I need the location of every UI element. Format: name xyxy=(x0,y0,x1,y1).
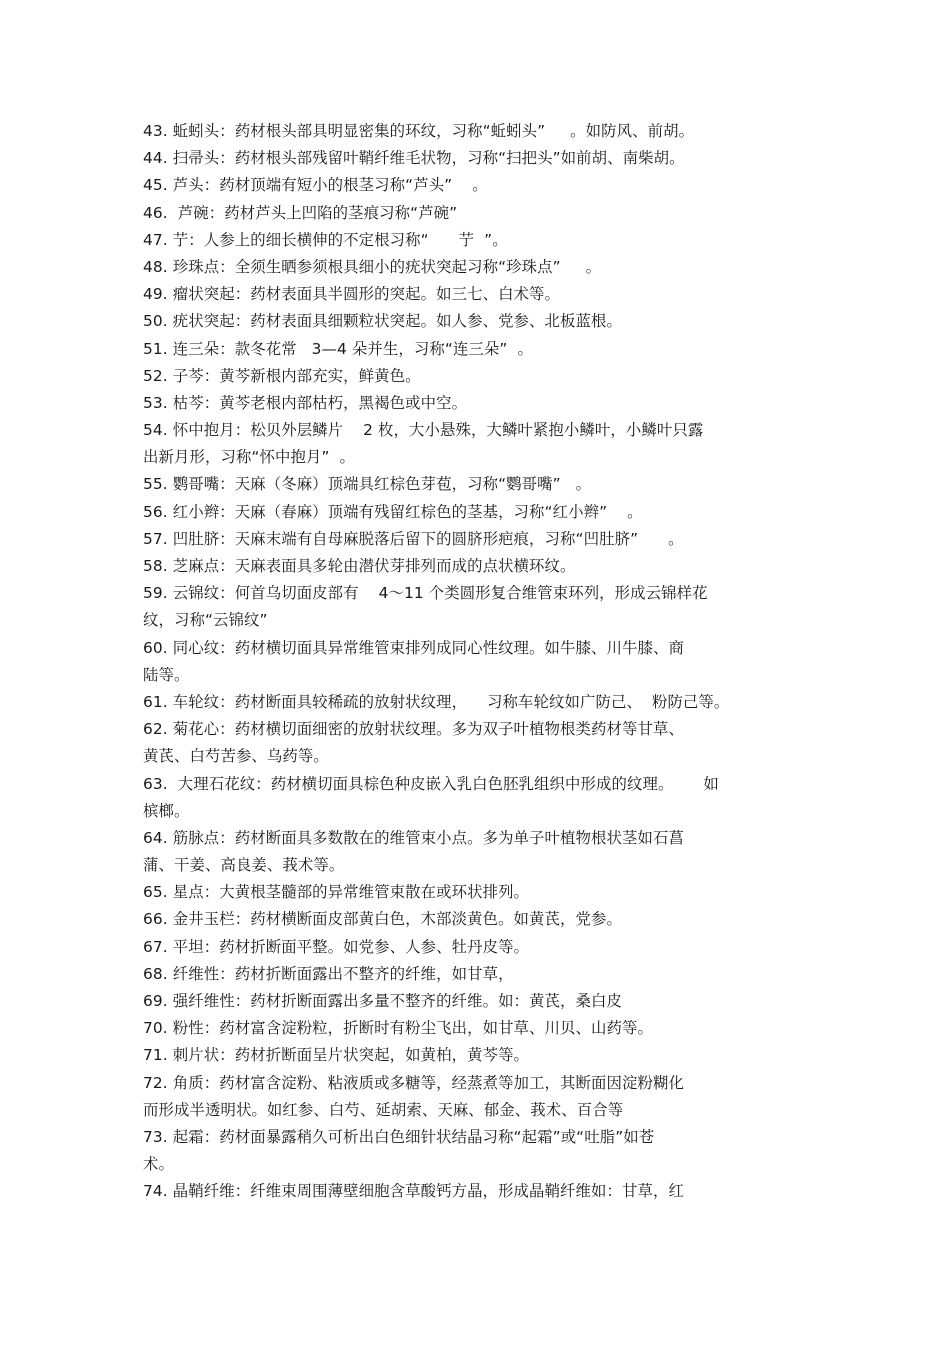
text-line: 55. 鹦哥嘴：天麻（冬麻）顶端具红棕色芽苞，习称“鹦哥嘴” 。 xyxy=(143,475,592,494)
text-line: 58. 芝麻点：天麻表面具多轮由潜伏芽排列而成的点状横环纹。 xyxy=(143,557,576,575)
text-line: 术。 xyxy=(143,1155,174,1174)
text-line: 73. 起霜：药材面暴露稍久可析出白色细针状结晶习称“起霜”或“吐脂”如苍 xyxy=(143,1127,655,1146)
text-line: 69. 强纤维性：药材折断面露出多量不整齐的纤维。如：黄芪，桑白皮 xyxy=(143,992,622,1010)
text-line: 纹，习称“云锦纹” xyxy=(143,611,268,630)
text-line: 72. 角质：药材富含淀粉、粘液质或多糖等，经蒸煮等加工，其断面因淀粉糊化 xyxy=(143,1073,684,1092)
text-line: 陆等。 xyxy=(143,665,190,684)
text-line: 61. 车轮纹：药材断面具较稀疏的放射状纹理， 习称车轮纹如广防己、 粉防己等。 xyxy=(143,692,730,711)
text-line: 56. 红小辫：天麻（春麻）顶端有残留红棕色的茎基，习称“红小辫” 。 xyxy=(143,502,643,521)
text-line: 槟榔。 xyxy=(143,801,190,820)
text-line: 46. 芦碗：药材芦头上凹陷的茎痕习称“芦碗” xyxy=(143,203,458,222)
text-line: 71. 刺片状：药材折断面呈片状突起，如黄柏，黄芩等。 xyxy=(143,1046,530,1065)
text-line: 53. 枯芩：黄芩老根内部枯朽，黑褐色或中空。 xyxy=(143,393,468,412)
text-line: 48. 珍珠点：全须生晒参须根具细小的疣状突起习称“珍珠点” 。 xyxy=(143,257,602,276)
text-line: 47. 艼：人参上的细长横伸的不定根习称“ 艼 ”。 xyxy=(143,230,508,249)
text-line: 44. 扫帚头：药材根头部残留叶鞘纤维毛状物，习称“扫把头”如前胡、南柴胡。 xyxy=(143,149,685,168)
text-line: 45. 芦头：药材顶端有短小的根茎习称“芦头” 。 xyxy=(143,176,488,195)
text-line: 50. 疣状突起：药材表面具细颗粒状突起。如人参、党参、北板蓝根。 xyxy=(143,312,622,331)
text-line: 63. 大理石花纹：药材横切面具棕色种皮嵌入乳白色胚乳组织中形成的纹理。 如 xyxy=(143,774,719,793)
text-line: 49. 瘤状突起：药材表面具半圆形的突起。如三七、白术等。 xyxy=(143,285,561,304)
text-line: 70. 粉性：药材富含淀粉粒，折断时有粉尘飞出，如甘草、川贝、山药等。 xyxy=(143,1019,653,1038)
text-line: 51. 连三朵：款冬花常 3—4 朵并生，习称“连三朵” 。 xyxy=(143,339,533,358)
text-line: 43. 蚯蚓头：药材根头部具明显密集的环纹，习称“蚯蚓头” 。如防风、前胡。 xyxy=(143,122,695,140)
text-line: 74. 晶鞘纤维：纤维束周围薄壁细胞含草酸钙方晶，形成晶鞘纤维如：甘草，红 xyxy=(143,1182,684,1201)
text-line: 57. 凹肚脐：天麻末端有自母麻脱落后留下的圆脐形疤痕，习称“凹肚脐” 。 xyxy=(143,529,684,548)
text-line: 54. 怀中抱月：松贝外层鳞片 2 枚，大小悬殊，大鳞叶紧抱小鳞叶，小鳞叶只露 xyxy=(143,421,704,440)
text-line: 60. 同心纹：药材横切面具异常维管束排列成同心性纹理。如牛膝、川牛膝、商 xyxy=(143,638,684,657)
text-line: 67. 平坦：药材折断面平整。如党参、人参、牡丹皮等。 xyxy=(143,937,530,956)
text-line: 出新月形，习称“怀中抱月” 。 xyxy=(143,448,356,467)
entry-list xyxy=(143,118,823,1206)
text-line: 黄芪、白芍苦参、乌药等。 xyxy=(143,747,329,766)
text-line: 62. 菊花心：药材横切面细密的放射状纹理。多为双子叶植物根类药材等甘草、 xyxy=(143,720,684,739)
text-line: 而形成半透明状。如红参、白芍、延胡索、天麻、郁金、莪术、百合等 xyxy=(143,1100,624,1119)
text-line: 66. 金井玉栏：药材横断面皮部黄白色，木部淡黄色。如黄芪，党参。 xyxy=(143,910,622,929)
text-line: 68. 纤维性：药材折断面露出不整齐的纤维，如甘草， xyxy=(143,964,514,983)
text-line: 64. 筋脉点：药材断面具多数散在的维管束小点。多为单子叶植物根状茎如石菖 xyxy=(143,828,684,847)
text-line: 蒲、干姜、高良姜、莪术等。 xyxy=(143,856,345,875)
text-line: 65. 星点：大黄根茎髓部的异常维管束散在或环状排列。 xyxy=(143,883,530,902)
text-line: 52. 子芩：黄芩新根内部充实，鲜黄色。 xyxy=(143,366,421,385)
text-line: 59. 云锦纹：何首乌切面皮部有 4～11 个类圆形复合维管束环列，形成云锦样花 xyxy=(143,584,708,603)
